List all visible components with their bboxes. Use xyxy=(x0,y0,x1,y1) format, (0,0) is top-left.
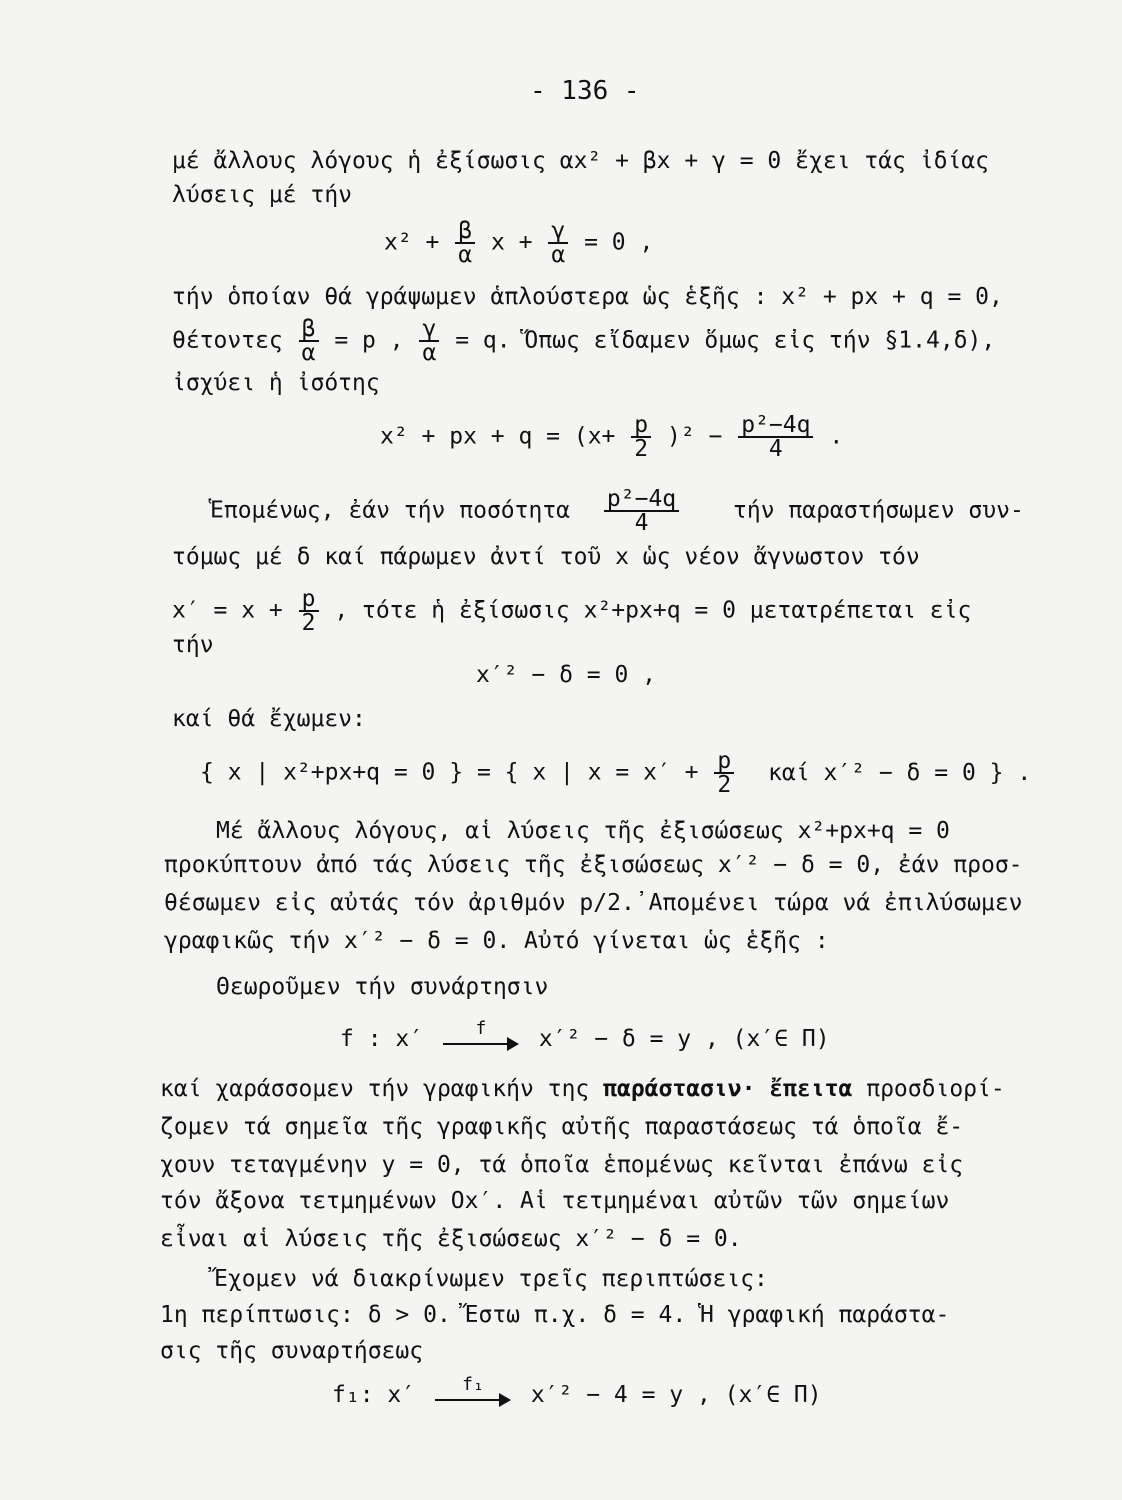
text-segment: x′ = x + xyxy=(172,597,283,624)
text-segment: προσδιορί- xyxy=(866,1076,1005,1102)
denominator: α xyxy=(422,340,437,366)
numerator: p xyxy=(714,750,734,774)
numerator: β xyxy=(299,318,319,342)
text-line: μέ ἄλλους λόγους ἡ ἐξίσωσις αx² + βx + γ = 0 ἔχει τάς ἰδίας xyxy=(172,148,989,174)
text-line: γραφικῶς τήν x′² − δ = 0. Αὐτό γίνεται ὡς ἑξῆς : xyxy=(164,928,829,954)
fraction xyxy=(714,750,734,796)
numerator: p²−4q xyxy=(738,414,813,438)
fraction xyxy=(299,318,319,364)
mapping-arrow xyxy=(435,1373,511,1408)
arrow-head xyxy=(499,1393,511,1407)
fraction xyxy=(299,588,319,634)
mapping-arrow xyxy=(443,1017,519,1052)
equation-line xyxy=(384,220,653,266)
text-line: ζομεν τά σημεῖα τῆς γραφικῆς αὐτῆς παραστάσεως τά ὁποῖα ἔ- xyxy=(160,1114,964,1140)
denominator: 2 xyxy=(301,610,316,636)
text-line xyxy=(172,588,971,634)
equation-text: x′² − δ = y , (x′∈ Π) xyxy=(538,1026,830,1052)
equation-line xyxy=(380,414,843,460)
numerator: γ xyxy=(419,318,439,342)
text-line: Θεωροῦμεν τήν συνάρτησιν xyxy=(216,974,549,1000)
equation-line: x′² − δ = 0 , xyxy=(476,662,657,688)
equation-line xyxy=(200,750,1031,796)
numerator: β xyxy=(455,220,475,244)
equation-text: καί x′² − δ = 0 } . xyxy=(768,759,1032,786)
denominator: α xyxy=(458,242,473,268)
text-segment: = q. Ὅπως εἴδαμεν ὅμως εἰς τήν §1.4,δ), xyxy=(455,327,996,354)
text-line xyxy=(160,1074,1005,1104)
text-line: τήν ὁποίαν θά γράψωμεν ἁπλούστερα ὡς ἑξῆς : x² + px + q = 0, xyxy=(172,284,1003,310)
denominator: 4 xyxy=(768,436,783,462)
fraction xyxy=(419,318,439,364)
denominator: α xyxy=(301,340,316,366)
fraction xyxy=(631,414,651,460)
text-line: σις τῆς συναρτήσεως xyxy=(160,1338,424,1364)
text-segment: τήν παραστήσωμεν συν- xyxy=(733,497,1024,524)
arrow-head xyxy=(507,1037,519,1051)
text-segment: , τότε ἡ ἐξίσωσις x²+px+q = 0 μετατρέπεται εἰς xyxy=(334,597,972,624)
equation-line xyxy=(332,1373,822,1410)
text-line: 1η περίπτωσις: δ > 0. Ἔστω π.χ. δ = 4. Ἡ γραφική παράστα- xyxy=(160,1302,950,1328)
denominator: 2 xyxy=(634,436,649,462)
text-segment: Ἑπομένως, ἐάν τήν ποσότητα xyxy=(210,497,571,524)
text-line xyxy=(210,488,1024,534)
denominator: α xyxy=(551,242,566,268)
equation-text: f₁: x′ xyxy=(332,1382,416,1408)
text-line: τήν xyxy=(172,632,214,658)
text-line: τόν ἄξονα τετμημένων Ox′. Αἱ τετμημέναι αὐτῶν τῶν σημείων xyxy=(160,1188,950,1214)
text-line: ἰσχύει ἡ ἰσότης xyxy=(172,370,380,396)
numerator: p xyxy=(299,588,319,612)
text-segment: θέτοντες xyxy=(172,327,283,354)
text-line: τόμως μέ δ καί πάρωμεν ἀντί τοῦ x ὡς νέον ἄγνωστον τόν xyxy=(172,544,920,570)
arrow-label: f xyxy=(475,1017,487,1039)
equation-text: x + xyxy=(490,229,533,256)
text-line: Μέ ἄλλους λόγους, αἱ λύσεις τῆς ἐξισώσεως x²+px+q = 0 xyxy=(216,818,950,844)
text-segment: καί χαράσσομεν τήν γραφικήν της xyxy=(160,1076,590,1102)
text-line: χουν τεταγμένην y = 0, τά ὁποῖα ἑπομένως κεῖνται ἐπάνω εἰς xyxy=(160,1152,964,1178)
text-line: εἶναι αἱ λύσεις τῆς ἐξισώσεως x′² − δ = 0. xyxy=(160,1226,742,1252)
text-line: θέσωμεν εἰς αὐτάς τόν ἀριθμόν p/2.᾿Απομένει τώρα νά ἐπιλύσωμεν xyxy=(164,890,1023,916)
numerator: p²−4q xyxy=(604,488,679,512)
bold-text-segment: παράστασιν· ἔπειτα xyxy=(603,1076,853,1102)
text-segment: = p , xyxy=(334,327,404,354)
fraction xyxy=(738,414,813,460)
text-line: Ἔχομεν νά διακρίνωμεν τρεῖς περιπτώσεις: xyxy=(214,1266,768,1292)
equation-text: . xyxy=(829,423,844,450)
equation-text: { x | x²+px+q = 0 } = { x | x = x′ + xyxy=(200,759,699,786)
text-line xyxy=(172,318,995,364)
denominator: 2 xyxy=(717,772,732,798)
arrow-shaft xyxy=(435,1399,505,1401)
equation-text: x′² − 4 = y , (x′∈ Π) xyxy=(530,1382,822,1408)
equation-text: = 0 , xyxy=(584,229,654,256)
numerator: γ xyxy=(548,220,568,244)
text-line: προκύπτουν ἀπό τάς λύσεις τῆς ἐξισώσεως x′² − δ = 0, ἐάν προσ- xyxy=(164,852,1023,878)
equation-text: x² + px + q = (x+ xyxy=(380,423,616,450)
numerator: p xyxy=(631,414,651,438)
fraction xyxy=(604,488,679,534)
page-number: - 136 - xyxy=(530,76,640,106)
equation-text: )² − xyxy=(666,423,723,450)
equation-line xyxy=(340,1017,830,1054)
arrow-label: f₁ xyxy=(462,1373,484,1395)
equation-text: x² + xyxy=(384,229,440,256)
text-line: καί θά ἔχωμεν: xyxy=(172,706,366,732)
denominator: 4 xyxy=(634,510,649,536)
fraction xyxy=(455,220,475,266)
equation-text: f : x′ xyxy=(340,1026,424,1052)
fraction xyxy=(548,220,568,266)
arrow-shaft xyxy=(443,1043,513,1045)
text-line: λύσεις μέ τήν xyxy=(172,182,353,208)
